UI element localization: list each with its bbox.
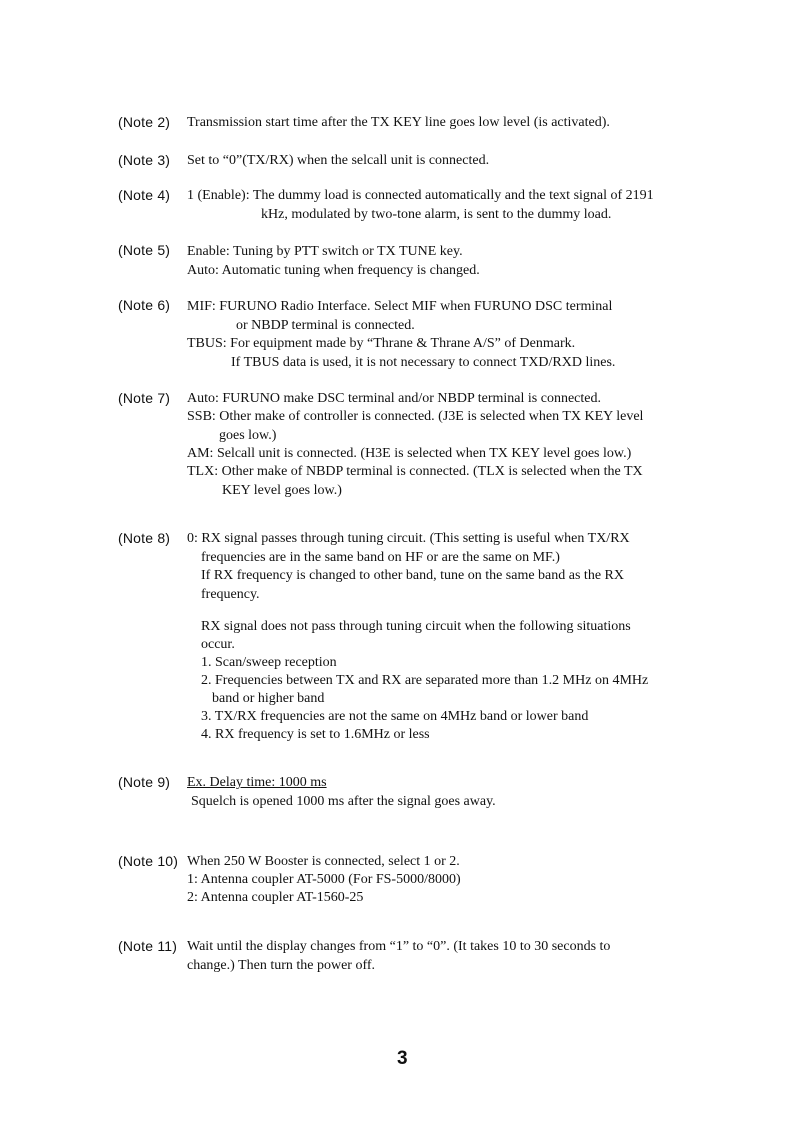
note-6-line-1: MIF: FURUNO Radio Interface. Select MIF when FURUNO DSC terminal <box>187 299 613 314</box>
note-10-label: (Note 10) <box>118 853 179 869</box>
note-8-line-4: frequency. <box>201 587 260 602</box>
note-6-line-2: or NBDP terminal is connected. <box>236 318 415 333</box>
note-10-line-1: When 250 W Booster is connected, select 1 or 2. <box>187 854 460 869</box>
note-8-line-6: occur. <box>201 637 235 652</box>
note-10-line-3: 2: Antenna coupler AT-1560-25 <box>187 890 364 905</box>
note-9-label: (Note 9) <box>118 774 171 790</box>
note-8-line-2: frequencies are in the same band on HF or are the same on MF.) <box>201 550 560 565</box>
note-4-line-2: kHz, modulated by two-tone alarm, is sent to the dummy load. <box>261 207 612 222</box>
note-8-line-8: 2. Frequencies between TX and RX are separated more than 1.2 MHz on 4MHz <box>201 673 649 688</box>
note-6-line-3: TBUS: For equipment made by “Thrane & Thrane A/S” of Denmark. <box>187 336 576 351</box>
page-number: 3 <box>397 1048 408 1069</box>
note-7-line-4: AM: Selcall unit is connected. (H3E is selected when TX KEY level goes low.) <box>187 446 632 461</box>
note-10-line-2: 1: Antenna coupler AT-5000 (For FS-5000/8000) <box>187 872 461 887</box>
note-11-line-2: change.) Then turn the power off. <box>187 958 376 973</box>
note-6-line-4: If TBUS data is used, it is not necessary to connect TXD/RXD lines. <box>231 355 616 370</box>
note-4-label: (Note 4) <box>118 187 171 203</box>
note-3-label: (Note 3) <box>118 152 171 168</box>
note-8-line-10: 3. TX/RX frequencies are not the same on 4MHz band or lower band <box>201 709 589 724</box>
note-7-label: (Note 7) <box>118 390 171 406</box>
note-11-label: (Note 11) <box>118 938 178 954</box>
note-8-line-3: If RX frequency is changed to other band, tune on the same band as the RX <box>201 568 624 583</box>
note-7-line-2: SSB: Other make of controller is connected. (J3E is selected when TX KEY level <box>187 409 644 424</box>
note-2-line-1: Transmission start time after the TX KEY line goes low level (is activated). <box>187 115 610 130</box>
note-4-line-1: 1 (Enable): The dummy load is connected automatically and the text signal of 2191 <box>187 188 654 203</box>
note-8-label: (Note 8) <box>118 530 171 546</box>
note-8-line-7: 1. Scan/sweep reception <box>201 655 337 670</box>
note-8-line-11: 4. RX frequency is set to 1.6MHz or less <box>201 727 430 742</box>
note-6-label: (Note 6) <box>118 297 171 313</box>
note-7-line-1: Auto: FURUNO make DSC terminal and/or NBDP terminal is connected. <box>187 391 601 406</box>
note-9-line-2: Squelch is opened 1000 ms after the signal goes away. <box>191 794 496 809</box>
note-7-line-5: TLX: Other make of NBDP terminal is connected. (TLX is selected when the TX <box>187 464 643 479</box>
note-5-line-2: Auto: Automatic tuning when frequency is changed. <box>187 263 480 278</box>
note-8-line-9: band or higher band <box>212 691 325 706</box>
note-2-label: (Note 2) <box>118 114 171 130</box>
note-3-line-1: Set to “0”(TX/RX) when the selcall unit is connected. <box>187 153 490 168</box>
note-7-line-6: KEY level goes low.) <box>222 483 342 498</box>
note-5-line-1: Enable: Tuning by PTT switch or TX TUNE key. <box>187 244 463 259</box>
note-8-line-5: RX signal does not pass through tuning circuit when the following situations <box>201 619 631 634</box>
note-7-line-3: goes low.) <box>219 428 277 443</box>
note-8-line-1: 0: RX signal passes through tuning circuit. (This setting is useful when TX/RX <box>187 531 630 546</box>
note-5-label: (Note 5) <box>118 242 171 258</box>
note-9-line-1: Ex. Delay time: 1000 ms <box>187 775 327 790</box>
note-11-line-1: Wait until the display changes from “1” to “0”. (It takes 10 to 30 seconds to <box>187 939 611 954</box>
